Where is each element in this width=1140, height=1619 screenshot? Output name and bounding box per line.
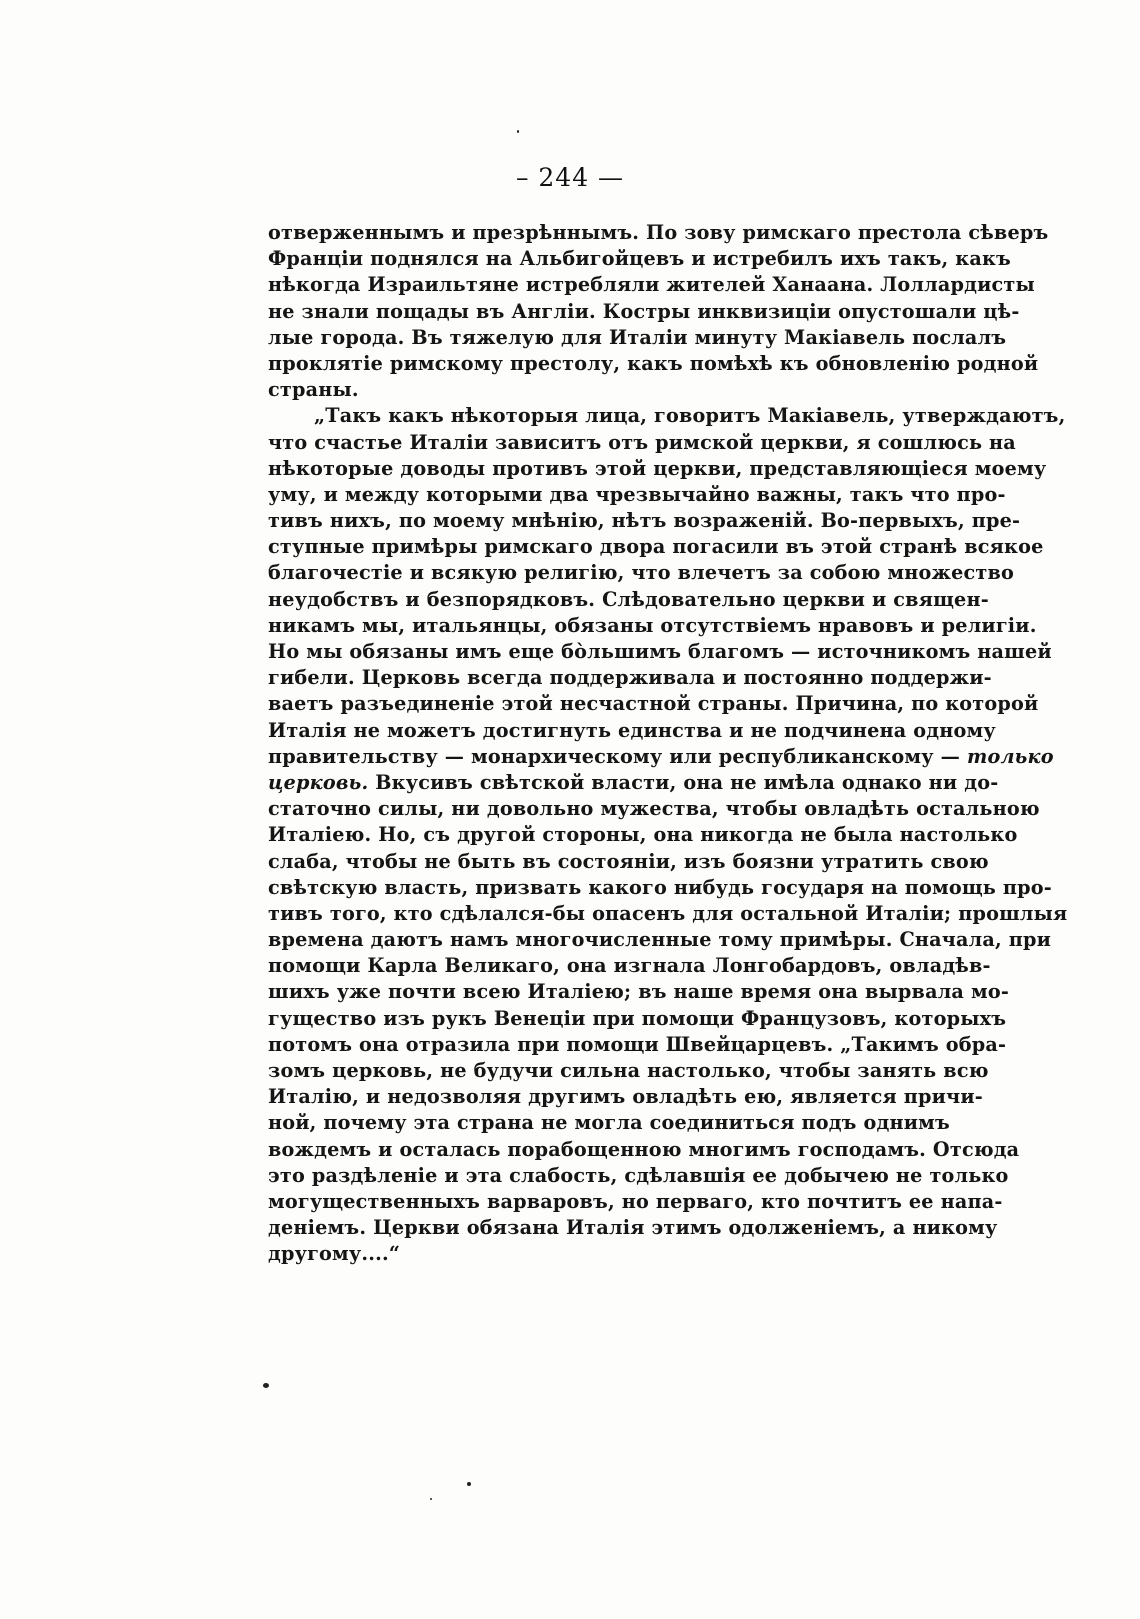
text-line: лые города. Въ тяжелую для Италіи минуту Макіавель послалъ <box>268 325 1007 349</box>
text-line: проклятіе римскому престолу, какъ помѣхѣ къ обновленію родной <box>268 351 1039 375</box>
text-line-with-italic <box>268 770 999 796</box>
text-line: помощи Карла Великаго, она изгнала Лонгобардовъ, овладѣв- <box>268 954 991 978</box>
scan-speck <box>263 1383 269 1388</box>
text-line: вождемъ и осталась порабощенною многимъ господамъ. Отсюда <box>268 1137 1020 1161</box>
body-text <box>268 220 1068 1268</box>
text-line: никамъ мы, итальянцы, обязаны отсутствіемъ нравовъ и религіи. <box>268 613 1037 637</box>
text-line: Италія не можетъ достигнуть единства и не подчинена одному <box>268 718 996 742</box>
line-text: правительству — монархическому или республиканскому — <box>268 744 961 768</box>
text-line: другому....“ <box>268 1242 401 1266</box>
text-line-with-italic <box>268 744 1054 770</box>
text-line: ваетъ разъединеніе этой несчастной страны. Причина, по которой <box>268 692 1039 716</box>
text-line: отверженнымъ и презрѣннымъ. По зову римскаго престола сѣверъ <box>268 221 1049 244</box>
text-line: Италію, и недозволяя другимъ овладѣть ею, является причи- <box>268 1085 983 1109</box>
text-line: гибели. Церковь всегда поддерживала и постоянно поддержи- <box>268 666 992 690</box>
italic-word: церковь. <box>268 770 369 794</box>
text-line: потомъ она отразила при помощи Швейцарцевъ. „Такимъ обра- <box>268 1032 1007 1056</box>
text-line: неудобствъ и безпорядковъ. Слѣдовательно церкви и священ- <box>268 587 989 611</box>
text-line: деніемъ. Церкви обязана Италія этимъ одолженіемъ, а никому <box>268 1216 998 1240</box>
text-line: тивъ нихъ, по моему мнѣнію, нѣтъ возраженій. Во-первыхъ, пре- <box>268 509 1021 533</box>
text-line: „Такъ какъ нѣкоторыя лица, говоритъ Макіавель, утверждаютъ, <box>314 404 1066 428</box>
text-line: свѣтскую власть, призвать какого нибудь государя на помощь про- <box>268 875 1052 899</box>
text-line: нѣкоторые доводы противъ этой церкви, представляющіеся моему <box>268 456 1047 480</box>
text-line: благочестіе и всякую религію, что влечетъ за собою множество <box>268 561 1014 585</box>
text-line: уму, и между которыми два чрезвычайно важны, такъ что про- <box>268 482 1006 506</box>
text-line: зомъ церковь, не будучи сильна настолько, чтобы занять всю <box>268 1059 989 1082</box>
text-line: статочно силы, ни довольно мужества, чтобы овладѣть остальною <box>268 797 1040 821</box>
text-line: Франціи поднялся на Альбигойцевъ и истребилъ ихъ такъ, какъ <box>268 247 1011 271</box>
italic-word: только <box>966 744 1054 768</box>
text-line: времена даютъ намъ многочисленные тому примѣры. Сначала, при <box>268 928 1052 952</box>
text-line: нѣкогда Израильтяне истребляли жителей Ханаана. Лоллардисты <box>268 273 1035 297</box>
text-line: могущественныхъ варваровъ, но перваго, кто почтитъ ее напа- <box>268 1189 1003 1213</box>
text-line: это раздѣленіе и эта слабость, сдѣлавшія ее добычею не только <box>268 1163 1009 1187</box>
line-text: Вкусивъ свѣтской власти, она не имѣла однако ни до- <box>375 770 999 794</box>
scan-speck <box>467 1482 471 1486</box>
text-line: шихъ уже почти всею Италіею; въ наше время она вырвала мо- <box>268 980 1009 1004</box>
text-line: слаба, чтобы не быть въ состояніи, изъ боязни утратить свою <box>268 849 989 873</box>
text-line: ступные примѣры римскаго двора погасили въ этой странѣ всякое <box>268 535 1044 559</box>
text-line: не знали пощады въ Англіи. Костры инквизиціи опустошали цѣ- <box>268 299 1020 323</box>
scan-speck <box>430 1498 432 1500</box>
text-line: страны. <box>268 378 359 402</box>
text-line: Италіею. Но, съ другой стороны, она никогда не была настолько <box>268 823 1018 847</box>
text-line: Но мы обязаны имъ еще бо̀льшимъ благомъ — источникомъ нашей <box>268 640 1052 663</box>
text-line: ной, почему эта страна не могла соединиться подъ однимъ <box>268 1111 950 1135</box>
text-line: гущество изъ рукъ Венеціи при помощи Французовъ, которыхъ <box>268 1006 1007 1030</box>
text-line: что счастье Италіи зависитъ отъ римской церкви, я сошлюсь на <box>268 430 1016 454</box>
text-line: тивъ того, кто сдѣлался-бы опасенъ для остальной Италіи; прошлыя <box>268 901 1068 925</box>
page-number: – 244 — <box>515 163 625 192</box>
scan-speck <box>517 130 519 133</box>
